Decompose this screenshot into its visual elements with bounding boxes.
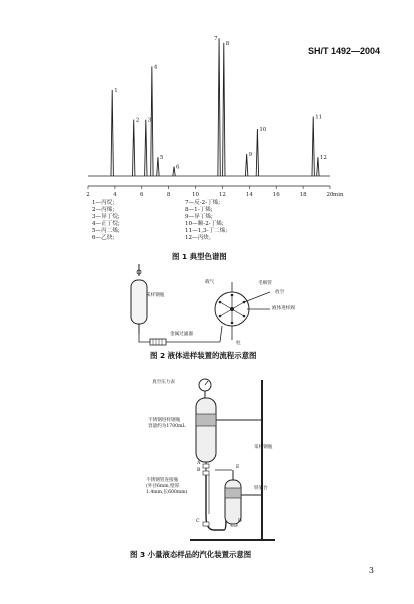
peak-label: 11	[315, 114, 323, 121]
peak	[173, 167, 175, 176]
peak-label: 9	[248, 152, 253, 159]
label-ss-tube: 不锈钢管连接瓶 (外径6mm,壁厚 1.4mm,长600mm)	[146, 478, 188, 495]
chromatogram-chart	[0, 0, 414, 210]
legend-item: 8—1-丁烯;	[185, 207, 213, 213]
peak	[223, 43, 225, 176]
peak	[145, 120, 147, 176]
peak	[157, 157, 159, 176]
label-valve-c: C	[196, 519, 200, 524]
legend-item: 2—丙烯;	[92, 207, 115, 213]
peak	[218, 38, 220, 176]
label-valve-e: E	[236, 465, 240, 470]
label-sample-cylinder-2: 采样钢瓶	[254, 445, 273, 450]
injection-valve-icon	[215, 292, 249, 326]
peak-label: 8	[225, 40, 230, 47]
legend-item: 1—丙烷;	[92, 200, 115, 206]
label-valve-a: A	[197, 461, 201, 466]
legend-item: 6—乙炔;	[92, 235, 115, 241]
peak-label: 12	[319, 155, 327, 162]
legend-item: 3—异丁烷;	[92, 214, 120, 220]
label-sample-cylinder: 采样钢瓶	[146, 293, 165, 298]
peak	[133, 120, 135, 176]
x-tick-label: 14	[245, 192, 253, 198]
standard-number: SH/T 1492—2004	[307, 46, 380, 56]
figure1-caption: 图 1 典型色谱图	[172, 252, 227, 261]
peak	[312, 116, 314, 176]
x-tick-label: 18	[299, 192, 307, 198]
page-number: 3	[368, 566, 374, 575]
label-ss-cylinder: 不锈钢进样钢瓶 容量约为1700mL	[148, 418, 186, 429]
legend-item: 4—正丁烷;	[92, 221, 120, 227]
peak	[317, 157, 319, 176]
peak-label: 7	[214, 36, 218, 43]
figure2-caption: 图 2 液体进样装置的流程示意图	[150, 351, 257, 360]
x-axis-unit: min	[333, 192, 344, 198]
label-vent: 放空	[275, 290, 285, 295]
figure3-caption: 图 3 小量液态样品的汽化装置示意图	[130, 550, 252, 559]
x-tick-label: 8	[166, 192, 171, 198]
peak	[111, 90, 113, 176]
valve-a-icon	[203, 464, 209, 468]
label-column: 柱	[236, 341, 241, 346]
peak-label: 6	[176, 164, 180, 171]
valve-c-icon	[203, 522, 209, 526]
legend-item: 5—丙二烯;	[92, 228, 120, 234]
legend-item: 12—丙炔。	[185, 235, 215, 241]
legend-item: 7—反-2-丁烯;	[185, 200, 221, 206]
x-tick-label: 6	[140, 192, 144, 198]
x-tick-label: 10	[192, 192, 200, 198]
legend-right	[185, 200, 227, 242]
sample-cylinder-small-icon	[225, 470, 241, 524]
legend-left	[92, 200, 120, 242]
label-valve-d: D	[238, 519, 242, 524]
peak-label: 3	[147, 117, 152, 124]
legend-item: 10—顺-2-丁烯;	[185, 221, 224, 227]
peak	[245, 154, 247, 176]
sample-cylinder-icon	[131, 264, 147, 334]
peak-label: 5	[159, 155, 164, 162]
legend-item: 11—1,3-丁二烯;	[185, 228, 228, 234]
peak-label: 10	[259, 127, 267, 134]
liquid-injection-diagram	[0, 262, 414, 357]
valve-b-icon	[203, 471, 209, 475]
vaporization-apparatus-diagram	[0, 370, 414, 550]
label-valve: 液体进样阀	[272, 306, 295, 311]
x-tick-label: 16	[272, 192, 280, 198]
peak	[256, 129, 258, 176]
label-vacuum-gauge: 真空压力表	[152, 380, 175, 385]
peak-label: 2	[135, 117, 140, 124]
label-carrier-gas: 载气	[205, 280, 215, 285]
x-tick-label: 12	[218, 192, 226, 198]
x-tick-label: 2	[86, 192, 90, 198]
peak-label: 1	[114, 87, 118, 94]
x-tick-label: 4	[113, 192, 117, 198]
legend-item: 9—异丁烯;	[185, 214, 213, 220]
peak	[151, 66, 153, 176]
label-valve-b: B	[197, 468, 201, 473]
x-tick-label: 20	[326, 192, 334, 198]
label-filter: 金属过滤器	[170, 332, 193, 337]
label-capillary: 毛细管	[258, 281, 272, 286]
pressure-gauge-icon	[199, 379, 211, 398]
peak-label: 4	[153, 64, 158, 71]
label-iron-stand: 铁架台	[254, 486, 268, 491]
